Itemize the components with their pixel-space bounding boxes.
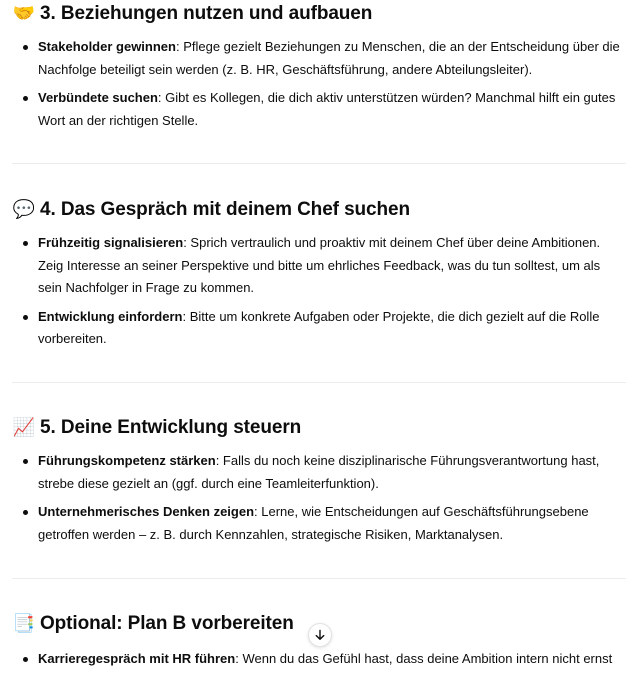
section-heading bbox=[12, 415, 301, 441]
list-item-text: : Pflege gezielt Beziehungen zu Menschen, die an der Entscheidung über die Nachfolge beteiligt sein werden (z. B. HR, Geschäftsführung, andere Abteilungsleiter). bbox=[38, 39, 620, 77]
section-title: 5. Deine Entwicklung steuern bbox=[40, 417, 302, 438]
list-item bbox=[0, 232, 635, 300]
list-item-text: : Bitte um konkrete Aufgaben oder Projekte, die dich gezielt auf die Rolle vorbereiten. bbox=[38, 308, 600, 346]
section-heading bbox=[12, 197, 410, 223]
arrow-down-icon bbox=[314, 629, 326, 641]
list-item-text: : Lerne, wie Entscheidungen auf Geschäftsführungsebene getroffen werden – z. B. durch Kennzahlen, strategische Risiken, Marktanalysen. bbox=[38, 504, 589, 542]
section-heading bbox=[12, 1, 372, 27]
bullet-list bbox=[0, 648, 635, 677]
list-item-bold: Unternehmerisches Denken zeigen bbox=[38, 504, 255, 519]
bullet-list bbox=[0, 450, 635, 552]
bullet-list bbox=[0, 36, 635, 138]
list-item-bold: Karrieregespräch mit HR führen bbox=[38, 651, 236, 666]
list-item bbox=[0, 306, 635, 351]
section-divider bbox=[12, 382, 626, 383]
handshake-icon: 🤝 bbox=[12, 3, 36, 24]
bullet-list bbox=[0, 232, 635, 357]
scroll-to-bottom-button[interactable] bbox=[308, 623, 332, 647]
list-item bbox=[0, 450, 635, 495]
list-item-text: : Gibt es Kollegen, die dich aktiv unterstützen würden? Manchmal hilft ein gutes Wort an der richtigen Stelle. bbox=[38, 90, 616, 128]
list-item-bold: Verbündete suchen bbox=[38, 90, 158, 105]
list-item bbox=[0, 501, 635, 546]
section-title: 3. Beziehungen nutzen und aufbauen bbox=[40, 3, 373, 24]
list-item-bold: Führungskompetenz stärken bbox=[38, 453, 216, 468]
list-item-bold: Frühzeitig signalisieren bbox=[38, 235, 184, 250]
document-icon: 📑 bbox=[12, 613, 36, 634]
section-divider bbox=[12, 163, 626, 164]
list-item-bold: Entwicklung einfordern bbox=[38, 308, 183, 324]
list-item-text: : Falls du noch keine disziplinarische Führungsverantwortung hast, strebe diese gezielt an (ggf. durch eine Teamleiterfunktion). bbox=[38, 453, 600, 491]
list-item-text: : Sprich vertraulich und proaktiv mit deinem Chef über deine Ambitionen. Zeig Interesse an seiner Perspektive und bitte um ehrliches Feedback, was du tun solltest, um als sein Nachfolger in Frage zu kommen. bbox=[38, 235, 601, 295]
list-item bbox=[0, 36, 635, 81]
list-item bbox=[0, 87, 635, 132]
list-item bbox=[0, 648, 635, 671]
section-title: 4. Das Gespräch mit deinem Chef suchen bbox=[40, 199, 410, 220]
section-title: Optional: Plan B vorbereiten bbox=[40, 613, 294, 634]
speech-bubble-icon: 💬 bbox=[12, 199, 36, 220]
section-divider bbox=[12, 578, 626, 579]
list-item-text: : Wenn du das Gefühl hast, dass deine Ambition intern nicht ernst bbox=[235, 651, 613, 666]
list-item-bold: Stakeholder gewinnen bbox=[38, 39, 176, 54]
chart-increasing-icon: 📈 bbox=[12, 417, 36, 438]
section-heading bbox=[12, 611, 294, 637]
